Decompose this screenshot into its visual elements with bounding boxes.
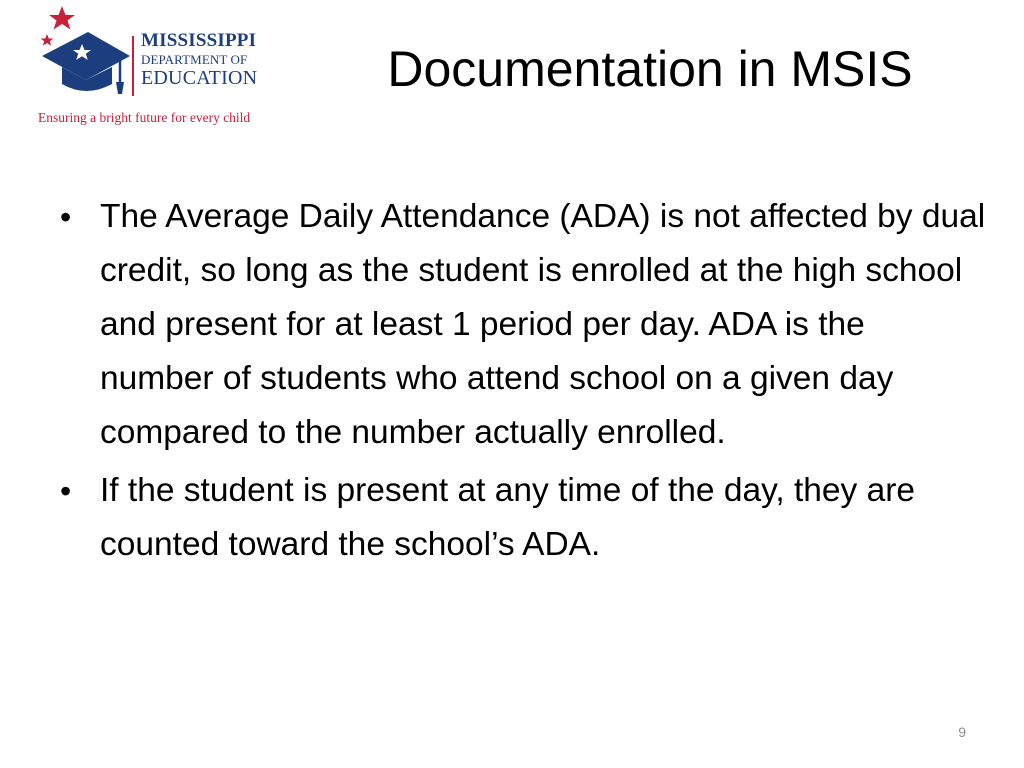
bullet-item [56, 464, 986, 572]
logo-line-mississippi: MISSISSIPPI [141, 30, 257, 51]
page-number: 9 [958, 724, 966, 740]
logo-wordmark [141, 31, 257, 88]
logo-line-department: DEPARTMENT OF [141, 52, 248, 67]
slide-title: Documentation in MSIS [387, 41, 913, 97]
logo-divider [132, 36, 134, 96]
bullet-text: The Average Daily Attendance (ADA) is not affected by dual credit, so long as the student is enrolled at the high school and present for at least 1 period per day. ADA is the number of students who attend school on a given day compared to the number actually enrolled. [100, 198, 986, 451]
logo-tagline: Ensuring a bright future for every child [38, 110, 251, 125]
bullet-dot-icon: • [60, 473, 72, 509]
bullet-list [56, 190, 986, 572]
bullet-item [56, 190, 986, 460]
slide-body [56, 190, 986, 576]
bullet-dot-icon: • [60, 199, 72, 235]
bullet-text: If the student is present at any time of the day, they are counted toward the school’s ADA. [100, 472, 916, 563]
mde-logo [36, 4, 276, 128]
logo-line-education: EDUCATION [141, 67, 258, 89]
graduation-cap-stars-icon [36, 4, 132, 108]
